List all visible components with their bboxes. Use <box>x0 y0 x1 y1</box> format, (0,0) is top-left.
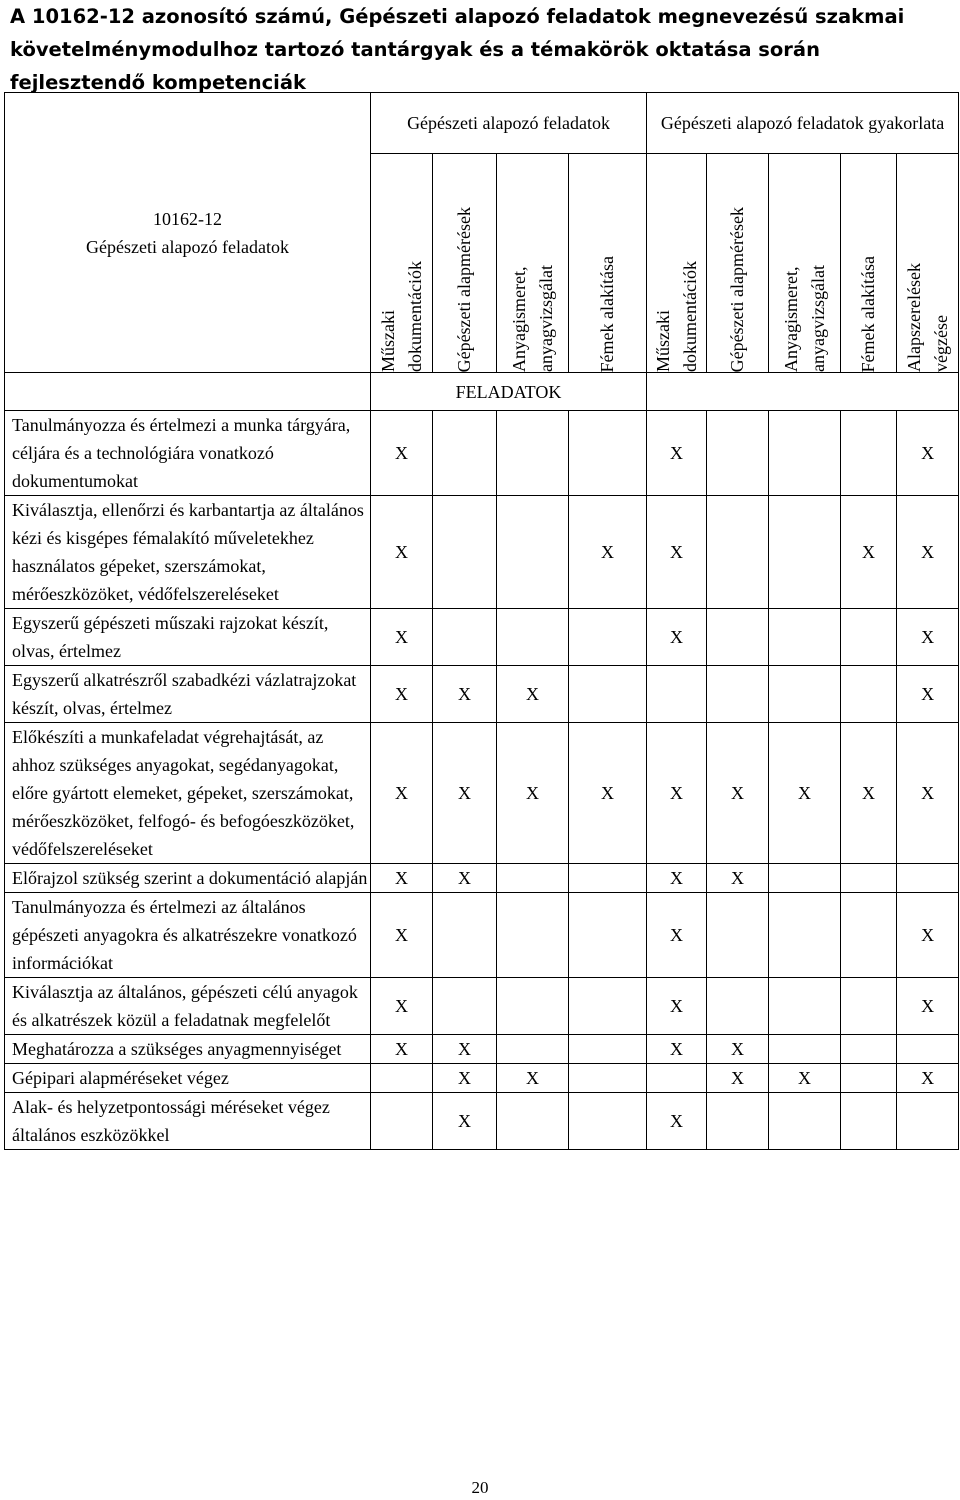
mark-cell <box>433 893 497 978</box>
mark-cell: X <box>433 1093 497 1150</box>
section-label: FELADATOK <box>371 373 647 411</box>
table-row <box>5 411 959 496</box>
mark-cell <box>433 609 497 666</box>
mark-cell <box>769 978 841 1035</box>
table-row <box>5 496 959 609</box>
mark-cell: X <box>569 723 647 864</box>
mark-cell <box>497 978 569 1035</box>
topic-header <box>371 154 433 373</box>
mark-cell <box>707 893 769 978</box>
mark-cell: X <box>647 978 707 1035</box>
table-row <box>5 666 959 723</box>
task-cell: Egyszerű gépészeti műszaki rajzokat készít, olvas, értelmez <box>5 609 371 666</box>
table-row <box>5 893 959 978</box>
mark-cell: X <box>647 1035 707 1064</box>
topic-label-line: anyagvizsgálat <box>807 265 828 372</box>
mark-cell <box>569 1064 647 1093</box>
mark-cell: X <box>769 723 841 864</box>
subject-header: Gépészeti alapozó feladatok gyakorlata <box>647 93 959 154</box>
mark-cell: X <box>707 723 769 864</box>
mark-cell <box>769 666 841 723</box>
mark-cell <box>433 978 497 1035</box>
module-header <box>5 93 371 373</box>
competency-table <box>4 92 959 1150</box>
topic-label-line: végzése <box>930 315 951 372</box>
mark-cell <box>497 609 569 666</box>
topic-label-line: Anyagismeret, <box>780 266 801 372</box>
mark-cell <box>569 978 647 1035</box>
mark-cell: X <box>897 609 959 666</box>
mark-cell: X <box>497 723 569 864</box>
topic-label-line: dokumentációk <box>679 261 700 372</box>
topic-label-line: Műszaki <box>652 310 673 372</box>
mark-cell <box>841 1064 897 1093</box>
mark-cell <box>497 864 569 893</box>
mark-cell: X <box>371 723 433 864</box>
mark-cell: X <box>433 666 497 723</box>
mark-cell: X <box>433 1035 497 1064</box>
mark-cell <box>769 893 841 978</box>
mark-cell <box>841 411 897 496</box>
topic-label-line: anyagvizsgálat <box>535 265 556 372</box>
mark-cell <box>569 411 647 496</box>
mark-cell <box>841 864 897 893</box>
topic-label-line: Műszaki <box>377 310 398 372</box>
topic-label <box>778 259 832 372</box>
mark-cell <box>769 609 841 666</box>
topic-header <box>569 154 647 373</box>
mark-cell: X <box>707 864 769 893</box>
mark-cell <box>569 1093 647 1150</box>
table-row <box>5 723 959 864</box>
mark-cell: X <box>647 1093 707 1150</box>
empty-cell <box>5 373 371 411</box>
topic-label <box>375 255 429 372</box>
mark-cell: X <box>897 723 959 864</box>
mark-cell: X <box>647 609 707 666</box>
mark-cell: X <box>841 723 897 864</box>
mark-cell <box>569 893 647 978</box>
mark-cell: X <box>897 411 959 496</box>
topic-header <box>433 154 497 373</box>
mark-cell <box>841 893 897 978</box>
table-row <box>5 864 959 893</box>
mark-cell <box>569 609 647 666</box>
mark-cell <box>841 609 897 666</box>
mark-cell: X <box>371 666 433 723</box>
mark-cell: X <box>841 496 897 609</box>
mark-cell: X <box>371 893 433 978</box>
mark-cell <box>497 411 569 496</box>
mark-cell <box>647 1064 707 1093</box>
table-row <box>5 1064 959 1093</box>
topic-label-line: Alapszerelések <box>903 263 924 372</box>
mark-cell: X <box>647 496 707 609</box>
mark-cell <box>569 666 647 723</box>
topic-label <box>650 255 704 372</box>
mark-cell <box>769 411 841 496</box>
mark-cell: X <box>497 666 569 723</box>
mark-cell: X <box>433 723 497 864</box>
mark-cell <box>897 864 959 893</box>
mark-cell <box>707 496 769 609</box>
mark-cell <box>841 1035 897 1064</box>
topic-label <box>724 201 751 372</box>
topic-label-line: Gépészeti alapmérések <box>727 206 748 372</box>
mark-cell: X <box>371 1035 433 1064</box>
mark-cell: X <box>769 1064 841 1093</box>
mark-cell: X <box>647 411 707 496</box>
mark-cell: X <box>897 978 959 1035</box>
mark-cell: X <box>371 609 433 666</box>
mark-cell <box>707 1093 769 1150</box>
title-line: fejlesztendő kompetenciák <box>10 71 306 94</box>
topic-label <box>506 259 560 372</box>
mark-cell <box>707 666 769 723</box>
topic-label <box>594 250 621 372</box>
topic-header <box>647 154 707 373</box>
mark-cell: X <box>707 1035 769 1064</box>
module-code: 10162-12 <box>153 208 222 229</box>
empty-cell <box>647 373 959 411</box>
mark-cell <box>769 864 841 893</box>
mark-cell: X <box>371 496 433 609</box>
mark-cell <box>707 978 769 1035</box>
topic-label-line: Fémek alakítása <box>597 255 618 372</box>
mark-cell: X <box>897 666 959 723</box>
document-title <box>10 0 954 99</box>
mark-cell <box>433 411 497 496</box>
mark-cell <box>371 1064 433 1093</box>
mark-cell: X <box>371 411 433 496</box>
topic-header <box>769 154 841 373</box>
mark-cell <box>497 1035 569 1064</box>
mark-cell <box>707 411 769 496</box>
task-cell: Tanulmányozza és értelmezi az általános gépészeti anyagokra és alkatrészekre vonatkozó információkat <box>5 893 371 978</box>
task-cell: Gépipari alapméréseket végez <box>5 1064 371 1093</box>
mark-cell: X <box>647 864 707 893</box>
mark-cell: X <box>897 893 959 978</box>
mark-cell: X <box>433 1064 497 1093</box>
mark-cell: X <box>371 978 433 1035</box>
task-cell: Kiválasztja az általános, gépészeti célú anyagok és alkatrészek közül a feladatnak megfelelőt <box>5 978 371 1035</box>
mark-cell <box>497 1093 569 1150</box>
page-number: 20 <box>471 1478 489 1497</box>
task-cell: Alak- és helyzetpontossági méréseket végez általános eszközökkel <box>5 1093 371 1150</box>
subject-header: Gépészeti alapozó feladatok <box>371 93 647 154</box>
mark-cell <box>769 496 841 609</box>
mark-cell <box>497 893 569 978</box>
mark-cell <box>569 864 647 893</box>
task-cell: Előkészíti a munkafeladat végrehajtását, az ahhoz szükséges anyagokat, segédanyagokat, előre gyártott elemeket, gépeket, szerszámokat, mérőeszközöket, felfogó- és befogóeszközöket, védőfelszereléseket <box>5 723 371 864</box>
mark-cell <box>497 496 569 609</box>
mark-cell: X <box>433 864 497 893</box>
mark-cell <box>769 1093 841 1150</box>
mark-cell: X <box>497 1064 569 1093</box>
mark-cell: X <box>647 893 707 978</box>
mark-cell: X <box>371 864 433 893</box>
topic-label-line: Fémek alakítása <box>858 255 879 372</box>
task-cell: Egyszerű alkatrészről szabadkézi vázlatrajzokat készít, olvas, értelmez <box>5 666 371 723</box>
topic-label <box>901 257 955 372</box>
table-row <box>5 978 959 1035</box>
mark-cell: X <box>707 1064 769 1093</box>
mark-cell: X <box>897 496 959 609</box>
mark-cell <box>569 1035 647 1064</box>
mark-cell <box>647 666 707 723</box>
mark-cell <box>897 1093 959 1150</box>
task-cell: Kiválasztja, ellenőrzi és karbantartja az általános kézi és kisgépes fémalakító műveletekhez használatos gépeket, szerszámokat, mérőeszközöket, védőfelszereléseket <box>5 496 371 609</box>
mark-cell <box>371 1093 433 1150</box>
task-cell: Meghatározza a szükséges anyagmennyiséget <box>5 1035 371 1064</box>
topic-label-line: Anyagismeret, <box>508 266 529 372</box>
topic-header <box>841 154 897 373</box>
mark-cell: X <box>569 496 647 609</box>
task-cell: Tanulmányozza és értelmezi a munka tárgyára, céljára és a technológiára vonatkozó dokumentumokat <box>5 411 371 496</box>
task-cell: Előrajzol szükség szerint a dokumentáció alapján <box>5 864 371 893</box>
topic-header <box>707 154 769 373</box>
title-line: A 10162-12 azonosító számú, Gépészeti alapozó feladatok megnevezésű szakmai <box>10 5 905 28</box>
mark-cell: X <box>647 723 707 864</box>
mark-cell <box>433 496 497 609</box>
mark-cell <box>897 1035 959 1064</box>
mark-cell <box>841 978 897 1035</box>
mark-cell <box>769 1035 841 1064</box>
module-name: Gépészeti alapozó feladatok <box>86 236 289 257</box>
topic-label-line: Gépészeti alapmérések <box>454 206 474 372</box>
table-row <box>5 1093 959 1150</box>
mark-cell: X <box>897 1064 959 1093</box>
title-line: követelménymodulhoz tartozó tantárgyak és a témakörök oktatása során <box>10 38 820 61</box>
table-row <box>5 1035 959 1064</box>
topic-label-line: dokumentációk <box>404 261 425 372</box>
mark-cell <box>841 666 897 723</box>
topic-header <box>497 154 569 373</box>
mark-cell <box>841 1093 897 1150</box>
mark-cell <box>707 609 769 666</box>
topic-header <box>897 154 959 373</box>
table-row <box>5 609 959 666</box>
topic-label <box>855 250 882 372</box>
topic-label <box>451 201 478 372</box>
